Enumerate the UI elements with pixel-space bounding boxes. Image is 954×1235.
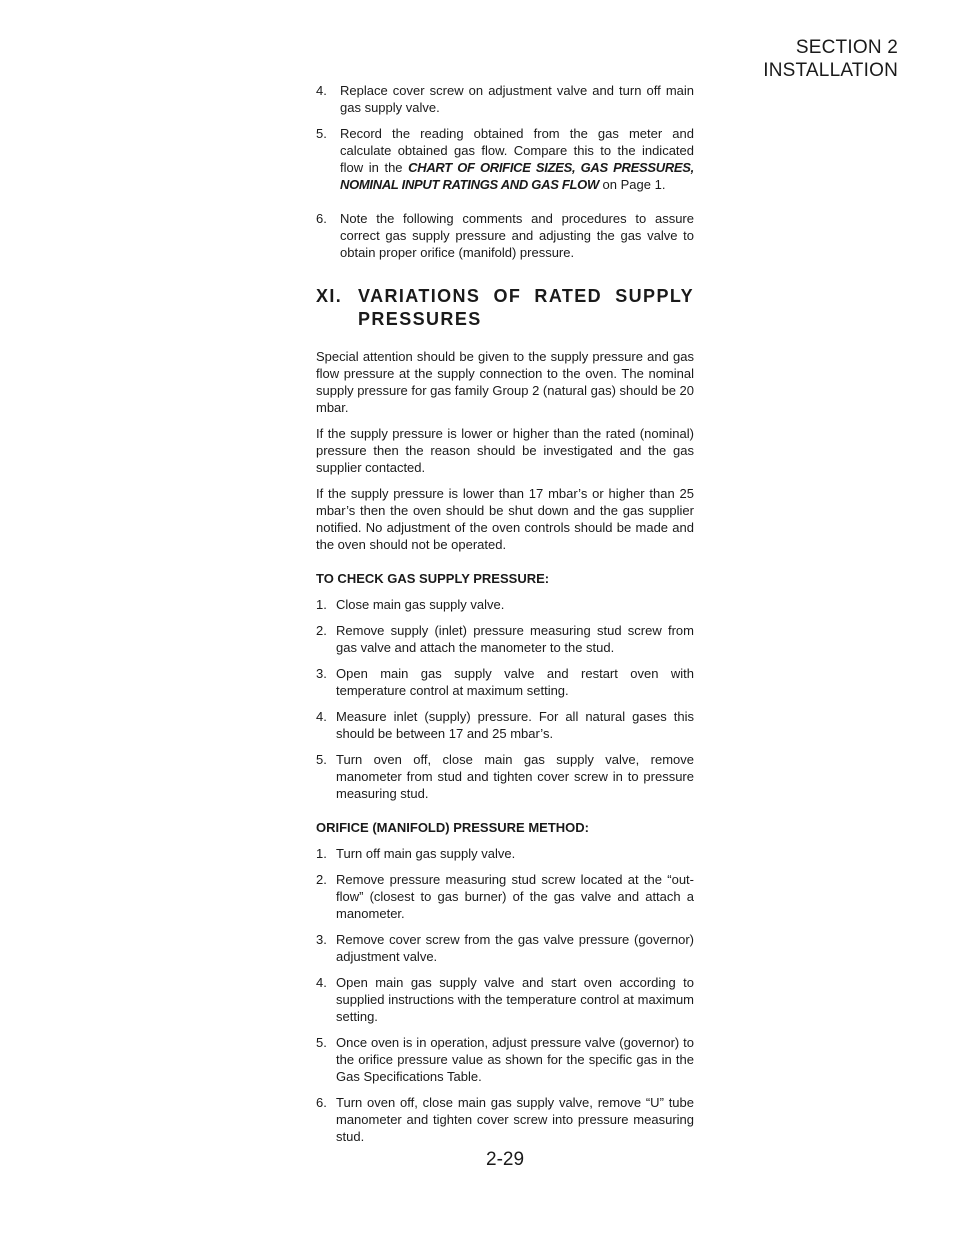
list-item: 5. Turn oven off, close main gas supply valve, remove manometer from stud and tighten cover screw in to pressure measuring stud. [316, 752, 694, 801]
content-column [316, 82, 694, 1145]
list-item: 3. Open main gas supply valve and restart oven with temperature control at maximum setting. [316, 666, 694, 698]
list-item: 5. Record the reading obtained from the gas meter and calculate obtained gas flow. Compare this to the indicated flow in the CHART OF ORIFICE SIZES, GAS PRESSURES, NOMINAL INPUT RATINGS AND GAS FLOW on Page 1. [316, 126, 694, 192]
list-item: 6. Turn oven off, close main gas supply valve, remove “U” tube manometer and tighten cover screw into pressure measuring stud. [316, 1095, 694, 1144]
list-item: 2. Remove pressure measuring stud screw located at the “out-flow” (closest to gas burner) of the gas valve and attach a manometer. [316, 872, 694, 921]
chart-reference: CHART OF ORIFICE SIZES, GAS PRESSURES, NOMINAL INPUT RATINGS AND GAS FLOW [340, 160, 694, 192]
list-item: 1. Close main gas supply valve. [316, 597, 505, 612]
list-item: 1. Turn off main gas supply valve. [316, 846, 516, 861]
list-item: 4. Measure inlet (supply) pressure. For all natural gases this should be between 17 and 25 mbar’s. [316, 709, 694, 741]
list-item: 4. Replace cover screw on adjustment valve and turn off main gas supply valve. [316, 83, 694, 115]
list-item: 3. Remove cover screw from the gas valve pressure (governor) adjustment valve. [316, 932, 694, 964]
page-number: 2-29 [486, 1149, 525, 1170]
subheading-check-supply: TO CHECK GAS SUPPLY PRESSURE: [316, 571, 550, 586]
list-item: 5. Once oven is in operation, adjust pressure valve (governor) to the orifice pressure value as shown for the specific gas in the Gas Specifications Table. [316, 1035, 694, 1084]
subheading-orifice-method: ORIFICE (MANIFOLD) PRESSURE METHOD: [316, 820, 589, 835]
section-title: INSTALLATION [763, 60, 898, 81]
paragraph: If the supply pressure is lower than 17 mbar’s or higher than 25 mbar’s then the oven should be shut down and the gas supplier notified. No adjustment of the oven controls should be made and the oven should not be operated. [316, 486, 694, 552]
section-header [763, 36, 898, 82]
list-item: 6. Note the following comments and procedures to assure correct gas supply pressure and adjusting the gas valve to obtain proper orifice (manifold) pressure. [316, 211, 694, 260]
paragraph: If the supply pressure is lower or higher than the rated (nominal) pressure then the reason should be investigated and the gas supplier contacted. [316, 426, 694, 475]
list-item: 2. Remove supply (inlet) pressure measuring stud screw from gas valve and attach the manometer to the stud. [316, 623, 694, 655]
top-list [316, 82, 694, 261]
section-number: SECTION 2 [795, 37, 898, 58]
orifice-method-list [316, 845, 694, 1145]
check-supply-list [316, 596, 694, 802]
paragraph: Special attention should be given to the supply pressure and gas flow pressure at the supply connection to the oven. The nominal supply pressure for gas family Group 2 (natural gas) should be 20 mbar. [316, 349, 694, 415]
section-heading: XI. VARIATIONS OF RATED SUPPLY PRESSURES [316, 286, 694, 329]
list-item: 4. Open main gas supply valve and start oven according to supplied instructions with the temperature control at maximum setting. [316, 975, 694, 1024]
